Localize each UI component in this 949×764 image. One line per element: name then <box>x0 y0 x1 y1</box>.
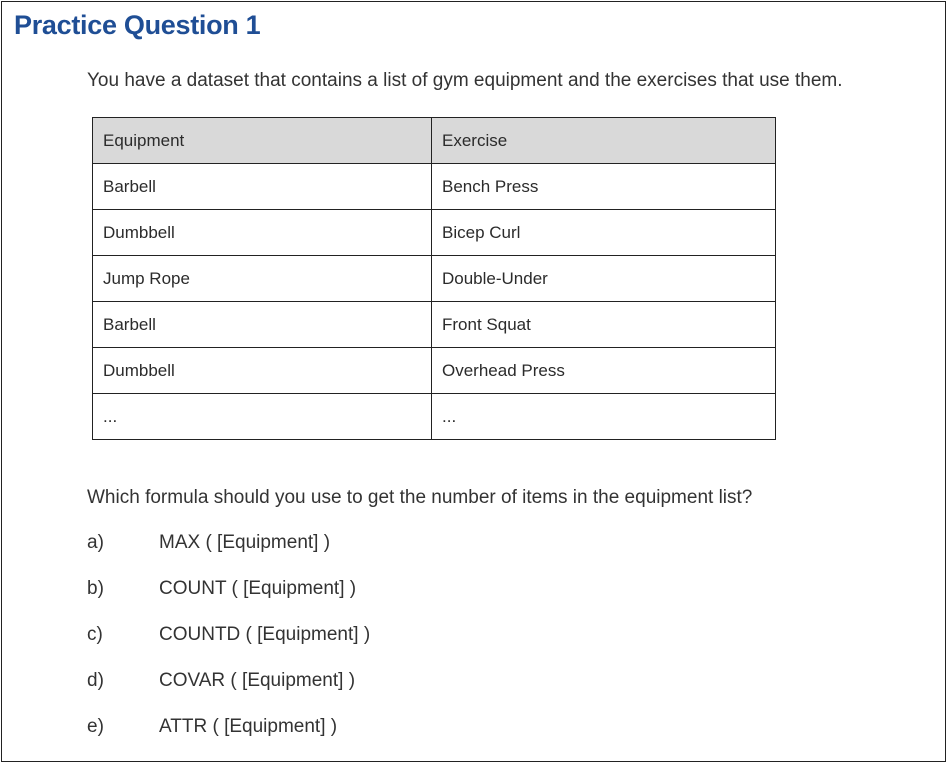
table-row <box>93 210 776 256</box>
exercise-cell: Bench Press <box>432 164 776 210</box>
option-text: COUNT ( [Equipment] ) <box>159 578 357 599</box>
option-text: ATTR ( [Equipment] ) <box>159 716 338 737</box>
option-text: COUNTD ( [Equipment] ) <box>159 624 371 645</box>
column-header-exercise: Exercise <box>432 118 776 164</box>
option-letter: d) <box>87 670 104 691</box>
equipment-cell: Jump Rope <box>93 256 432 302</box>
question-text: Which formula should you use to get the number of items in the equipment list? <box>87 487 753 508</box>
page-title: Practice Question 1 <box>14 10 261 40</box>
table-row <box>93 302 776 348</box>
equipment-cell: Dumbbell <box>93 210 432 256</box>
option-letter: c) <box>87 624 103 645</box>
option-letter: a) <box>87 532 104 553</box>
equipment-cell: Dumbbell <box>93 348 432 394</box>
document-frame <box>1 1 946 762</box>
exercise-cell: Bicep Curl <box>432 210 776 256</box>
option-letter: e) <box>87 716 104 737</box>
equipment-table <box>92 117 776 440</box>
option-letter: b) <box>87 578 104 599</box>
equipment-cell: ... <box>93 394 432 440</box>
exercise-cell: Overhead Press <box>432 348 776 394</box>
option-text: MAX ( [Equipment] ) <box>159 532 331 553</box>
equipment-cell: Barbell <box>93 164 432 210</box>
column-header-equipment: Equipment <box>93 118 432 164</box>
table-header-row <box>93 118 776 164</box>
table-row <box>93 256 776 302</box>
table-row <box>93 394 776 440</box>
exercise-cell: Front Squat <box>432 302 776 348</box>
option-text: COVAR ( [Equipment] ) <box>159 670 356 691</box>
table-row <box>93 164 776 210</box>
exercise-cell: ... <box>432 394 776 440</box>
equipment-cell: Barbell <box>93 302 432 348</box>
exercise-cell: Double-Under <box>432 256 776 302</box>
table-row <box>93 348 776 394</box>
intro-text: You have a dataset that contains a list of gym equipment and the exercises that use them. <box>87 70 843 91</box>
